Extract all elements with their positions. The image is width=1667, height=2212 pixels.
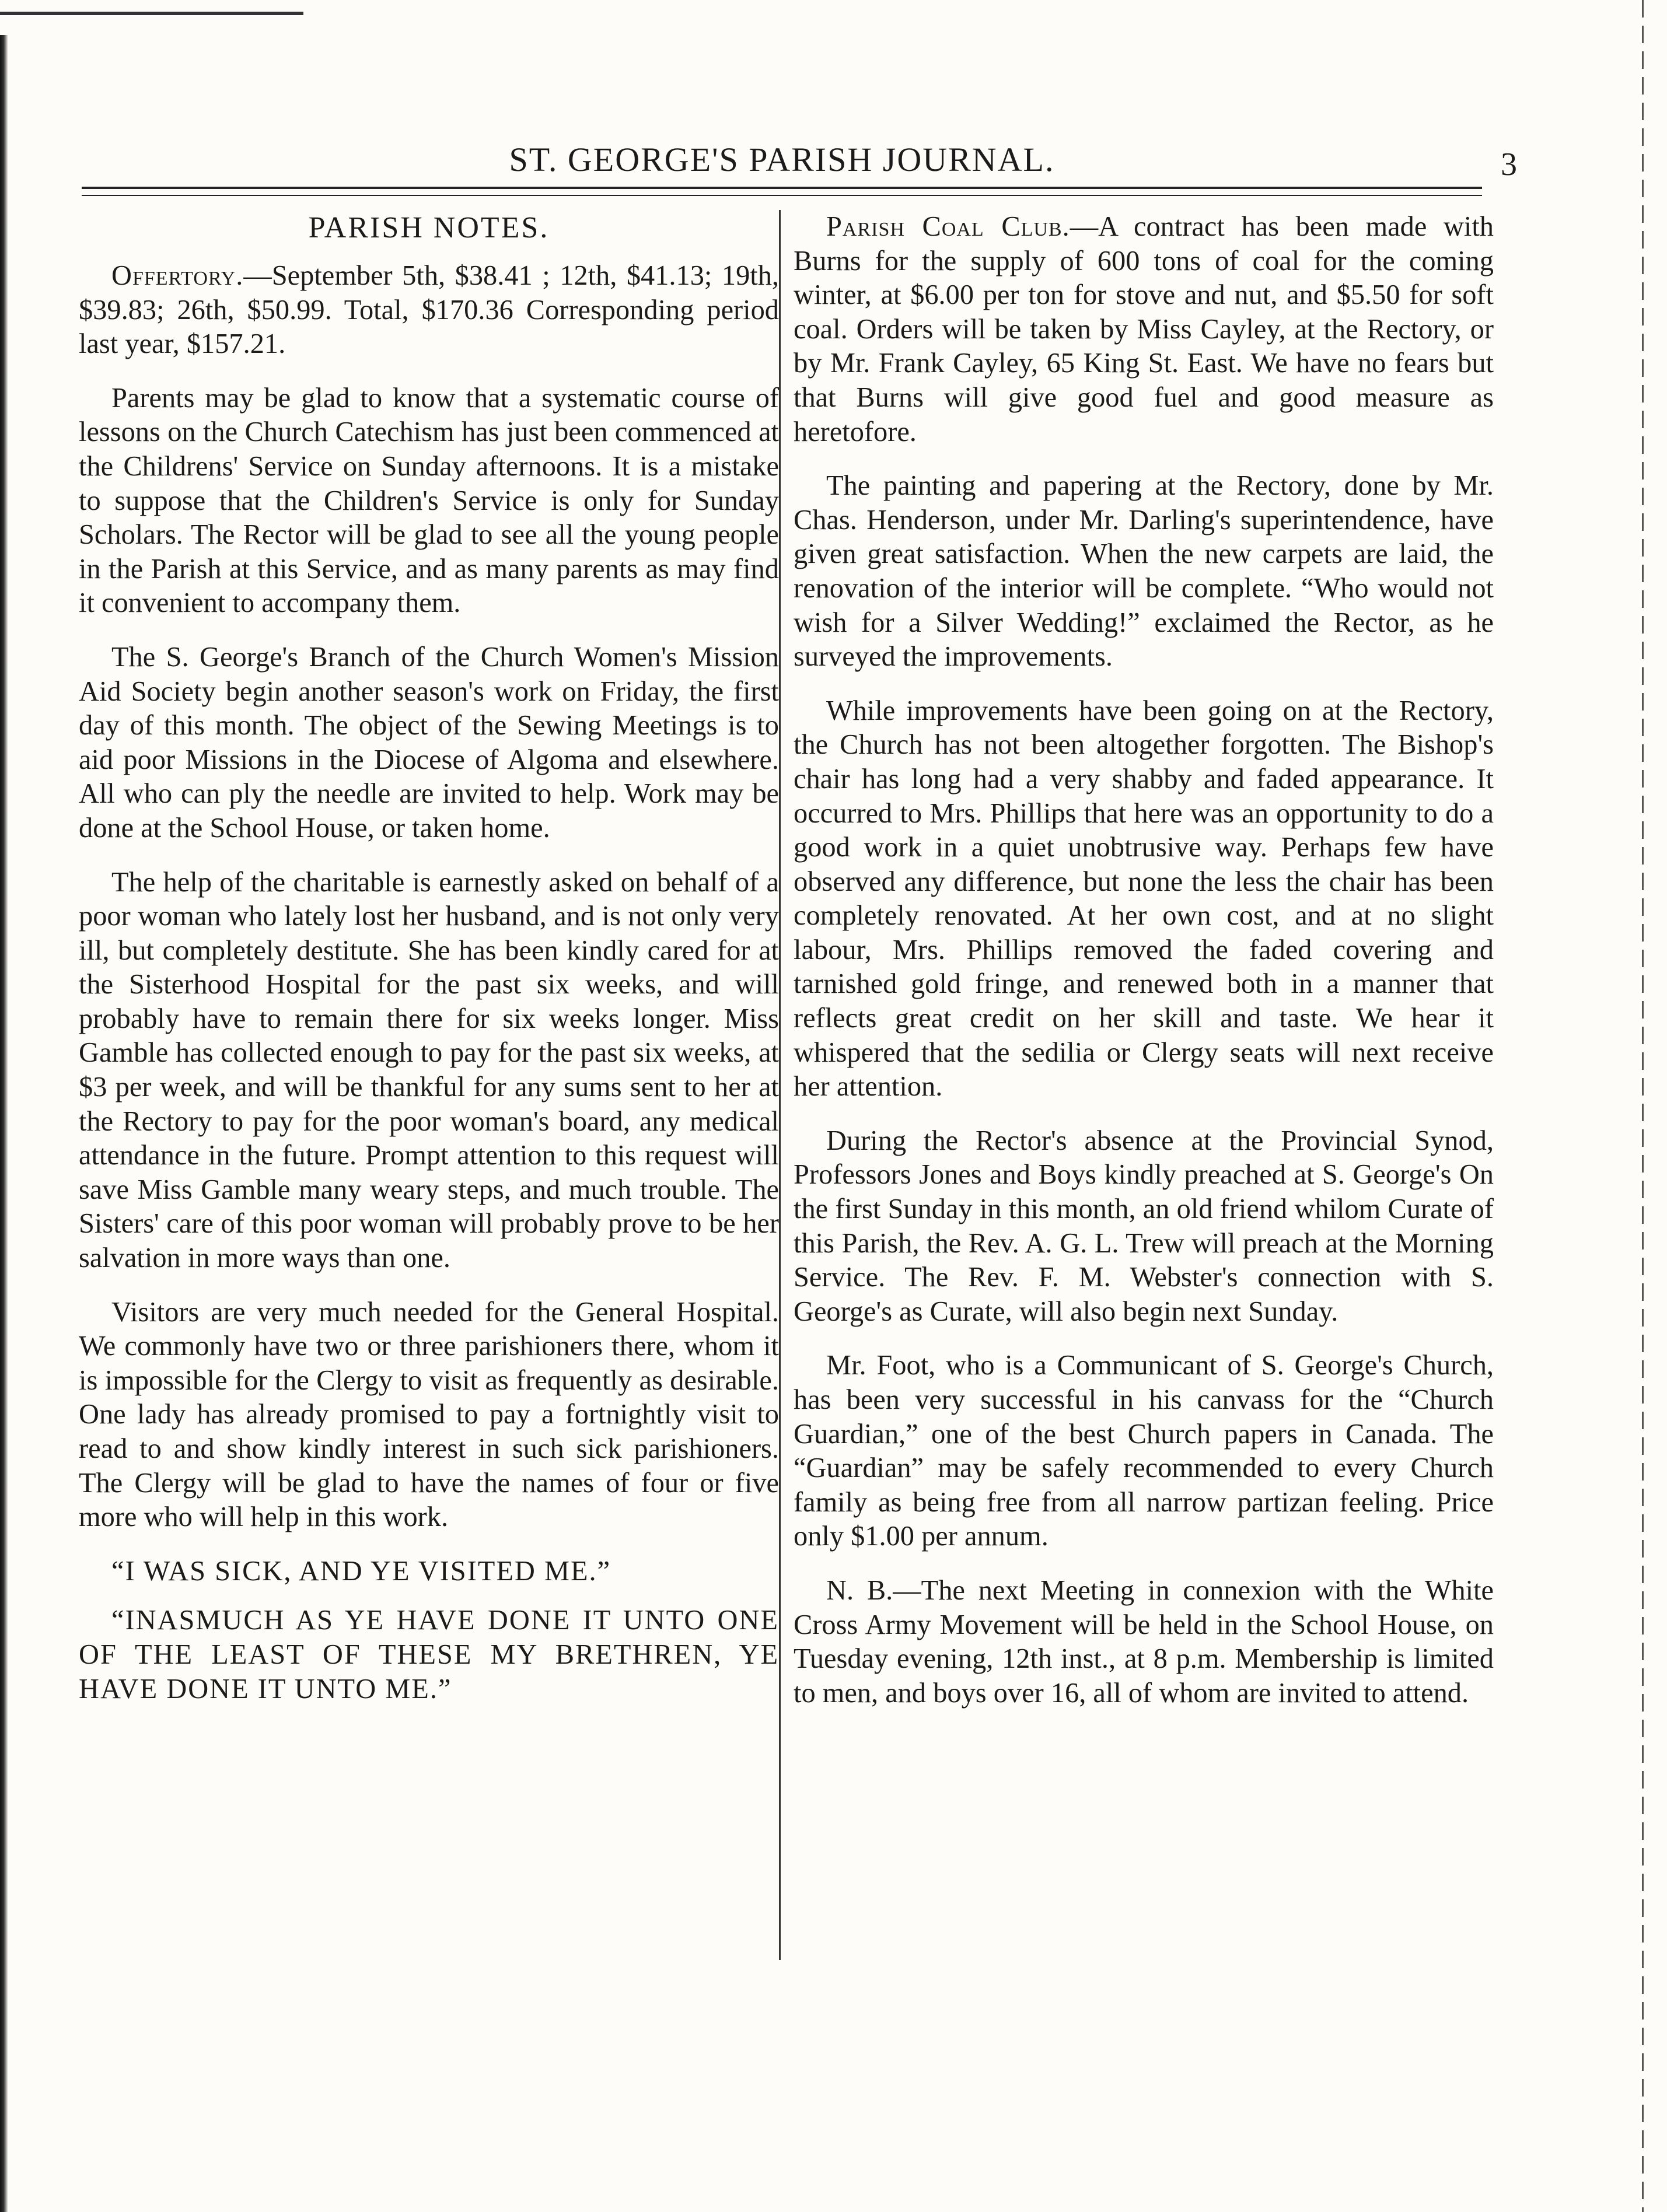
journal-title: ST. GEORGE'S PARISH JOURNAL. <box>509 141 1055 178</box>
charity-appeal-paragraph: The help of the charitable is earnestly asked on behalf of a poor woman who lately lost her husband, and is not only very ill, but completely destitute. She has been kindly cared for at the Sisterhood Hospital for the past six weeks, and will probably have to remain there for six weeks longer. Miss Gamble has collected enough to pay for the past six weeks, at $3 per week, and will be thankful for any sums sent to her at the Rectory to pay for the poor woman's board, any medical attendance in the future. Prompt attention to this request will save Miss Gamble many weary steps, and much trouble. The Sisters' care of this poor woman will probably prove to be her salvation in more ways than one. <box>79 866 779 1274</box>
mission-aid-paragraph: The S. George's Branch of the Church Women's Mission Aid Society begin another season's work on Friday, the first day of this month. The object of the Sewing Meetings is to aid poor Missions in the Diocese of Algoma and elsewhere. All who can ply the needle are invited to help. Work may be done at the School House, or taken home. <box>79 641 779 844</box>
church-guardian-paragraph: Mr. Foot, who is a Communicant of S. George's Church, has been very successful in his canvass for the “Church Guardian,” one of the best Church papers in Canada. The “Guardian” may be safely recommended to every Church family as being free from all narrow partizan feeling. Price only $1.00 per annum. <box>794 1350 1494 1552</box>
offertory-text: —September 5th, $38.41 ; 12th, $41.13; 19th, $39.83; 26th, $50.99. Total, $170.36 Corresponding period last year, $157.21. <box>79 260 779 360</box>
section-heading: PARISH NOTES. <box>308 211 550 244</box>
running-header <box>82 140 1517 187</box>
coal-club-run-head: Parish Coal Club. <box>826 211 1070 242</box>
coal-club-paragraph <box>794 210 1494 449</box>
offertory-run-head: Offertory. <box>111 260 244 291</box>
coal-club-text: —A contract has been made with Burns for the supply of 600 tons of coal for the coming winter, at $6.00 per ton for stove and nut, and $5.50 for soft coal. Orders will be taken by Miss Cayley, at the Rectory, or by Mr. Frank Cayley, 65 King St. East. We have no fears but that Burns will give good fuel and good measure as heretofore. <box>794 211 1494 447</box>
header-rule-thin <box>82 195 1482 196</box>
catechism-paragraph: Parents may be glad to know that a systematic course of lessons on the Church Catechism has just been commenced at the Childrens' Service on Sunday afternoons. It is a mistake to suppose that the Children's Service is only for Sunday Scholars. The Rector will be glad to see all the young people in the Parish at this Service, and as many parents as may find it convenient to accompany them. <box>79 382 779 619</box>
white-cross-notice-paragraph: N. B.—The next Meeting in connexion with the White Cross Army Movement will be held in the School House, on Tuesday evening, 12th inst., at 8 p.m. Membership is limited to men, and boys over 16, all of whom are invited to attend. <box>794 1574 1494 1709</box>
rectory-painting-paragraph: The painting and papering at the Rectory, done by Mr. Chas. Henderson, under Mr. Darling's superintendence, have given great satisfaction. When the new carpets are laid, the renovation of the interior will be complete. “Who would not wish for a Silver Wedding!” exclaimed the Rector, as he surveyed the improvements. <box>794 470 1494 673</box>
page-number: 3 <box>1501 146 1517 183</box>
bishops-chair-paragraph: While improvements have been going on at the Rectory, the Church has not been altogether forgotten. The Bishop's chair has long had a very shabby and faded appearance. It occurred to Mrs. Phillips that here was an opportunity to do a good work in a quiet unobtrusive way. Perhaps few have observed any difference, but none the less the chair has been completely renovated. At her own cost, and at no slight labour, Mrs. Phillips removed the faded covering and tarnished gold fringe, and renewed both in a manner that reflects great credit on her skill and taste. We hear it whispered that the sedilia or Clergy seats will next receive her attention. <box>794 695 1494 1102</box>
scripture-quote-1: “I WAS SICK, AND YE VISITED ME.” <box>111 1555 611 1587</box>
column-divider <box>779 210 781 1960</box>
synod-preaching-paragraph: During the Rector's absence at the Provincial Synod, Professors Jones and Boys kindly preached at S. George's On the first Sunday in this month, an old friend whilom Curate of this Parish, the Rev. A. G. L. Trew will preach at the Morning Service. The Rev. F. M. Webster's connection with S. George's as Curate, will also begin next Sunday. <box>794 1125 1494 1327</box>
page-edge-right-shadow <box>1642 0 1644 2212</box>
page-edge-top-shadow <box>0 12 303 15</box>
left-column <box>79 210 779 1721</box>
header-rule-thick <box>82 187 1482 189</box>
offertory-paragraph <box>79 259 779 362</box>
page-edge-left-shadow <box>0 35 8 2212</box>
hospital-visitors-paragraph: Visitors are very much needed for the General Hospital. We commonly have two or three parishioners there, whom it is impossible for the Clergy to visit as frequently as desirable. One lady has already promised to pay a fortnightly visit to read to and show kindly interest in such sick parishioners. The Clergy will be glad to have the names of four or five more who will help in this work. <box>79 1296 779 1533</box>
scripture-quote-2: “INASMUCH AS YE HAVE DONE IT UNTO ONE OF THE LEAST OF THESE MY BRETHREN, YE HAVE DONE IT UNTO ME.” <box>79 1605 779 1704</box>
right-column <box>794 210 1494 1730</box>
